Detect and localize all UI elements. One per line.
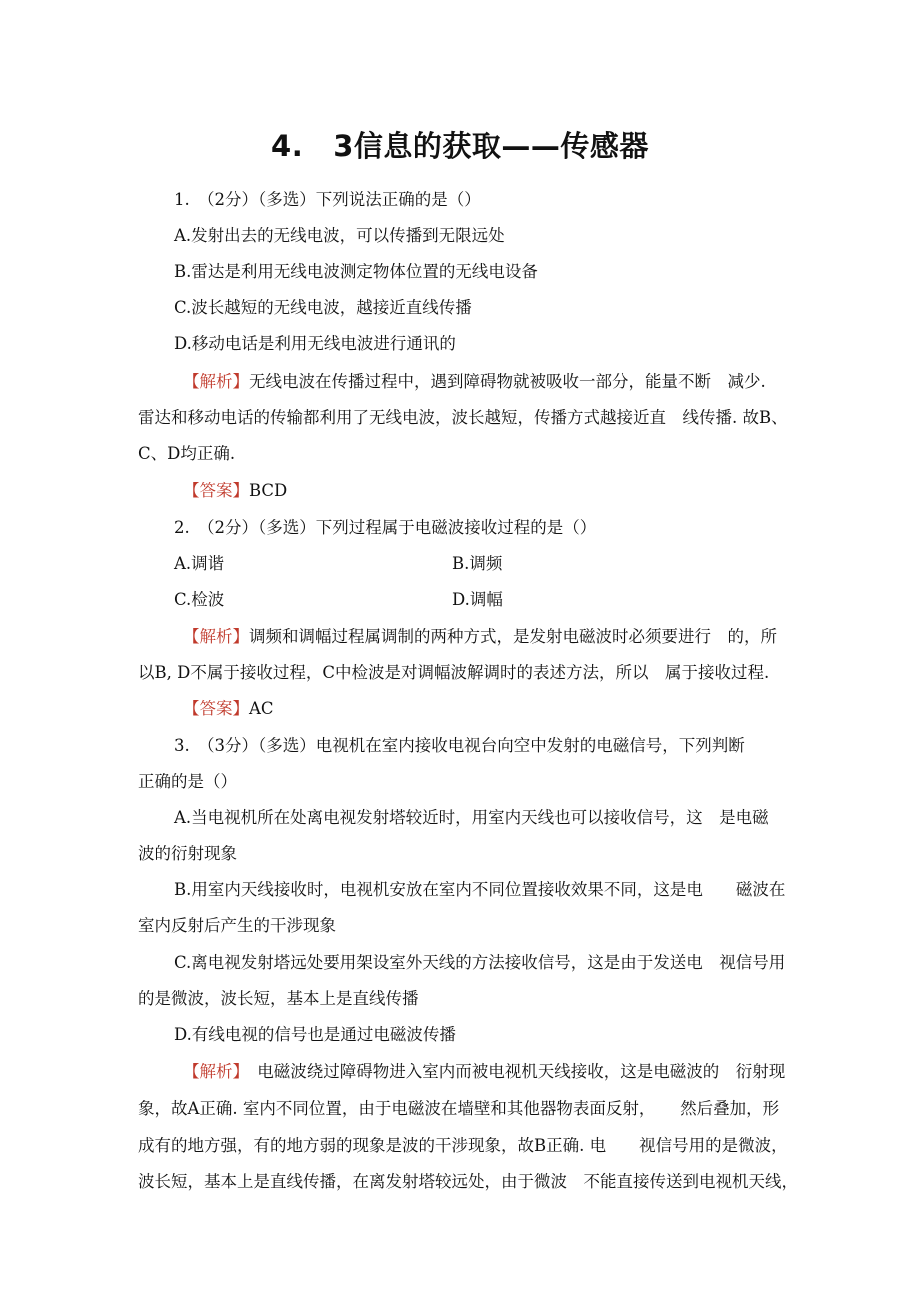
- q1-analysis-line-3: C、D均正确.: [138, 444, 236, 463]
- q3-analysis-line-3: 成有的地方强，有的地方弱的现象是波的干涉现象，故B正确. 电 视信号用的是微波，: [138, 1136, 788, 1155]
- q2-analysis-text-1: 调频和调幅过程属调制的两种方式，是发射电磁波时必须要进行 的，所: [249, 627, 777, 646]
- q2-analysis-line-1: [183, 627, 777, 647]
- q2-option-a: A.调谐: [174, 554, 225, 573]
- q1-analysis-line-2: 雷达和移动电话的传输都利用了无线电波，波长越短，传播方式越接近直 线传播. 故B、: [138, 408, 788, 427]
- q1-answer-value: BCD: [249, 481, 288, 500]
- q2-answer: [183, 699, 274, 719]
- q1-analysis-text-1: 无线电波在传播过程中，遇到障碍物就被吸收一部分，能量不断 减少.: [249, 372, 766, 391]
- q1-answer: [183, 481, 287, 501]
- q1-option-d: D.移动电话是利用无线电波进行通讯的: [174, 334, 456, 353]
- q2-answer-value: AC: [249, 699, 274, 718]
- q3-stem-line-1: 3. （3分）（多选）电视机在室内接收电视台向空中发射的电磁信号，下列判断: [174, 736, 745, 755]
- q2-stem: 2. （2分）（多选）下列过程属于电磁波接收过程的是（）: [174, 518, 597, 537]
- q2-answer-tag: 【答案】: [183, 699, 249, 718]
- q3-analysis-line-2: 象，故A正确. 室内不同位置，由于电磁波在墙壁和其他器物表面反射， 然后叠加，形: [138, 1099, 780, 1118]
- q3-analysis-text-1: 电磁波绕过障碍物进入室内而被电视机天线接收，这是电磁波的 衍射现: [240, 1062, 786, 1081]
- q3-option-d: D.有线电视的信号也是通过电磁波传播: [174, 1025, 456, 1044]
- q1-stem: 1. （2分）（多选）下列说法正确的是（）: [174, 190, 481, 209]
- q3-analysis-line-4: 波长短，基本上是直线传播，在离发射塔较远处，由于微波 不能直接传送到电视机天线，: [138, 1172, 798, 1191]
- title-text: 3信息的获取——传感器: [333, 129, 649, 163]
- q2-analysis-tag: 【解析】: [183, 627, 249, 646]
- q2-option-c: C.检波: [174, 590, 225, 609]
- q3-stem-line-2: 正确的是（）: [138, 772, 237, 791]
- q1-analysis-tag: 【解析】: [183, 372, 249, 391]
- q3-option-a-line-2: 波的衍射现象: [138, 844, 237, 863]
- q3-analysis-tag: 【解析】: [183, 1062, 241, 1081]
- q2-options-row-2: [174, 590, 874, 610]
- q3-option-c-line-1: C.离电视发射塔远处要用架设室外天线的方法接收信号，这是由于发送电 视信号用: [174, 953, 786, 972]
- q3-option-c-line-2: 的是微波，波长短，基本上是直线传播: [138, 989, 419, 1008]
- q1-option-c: C.波长越短的无线电波，越接近直线传播: [174, 298, 472, 317]
- q2-option-b: B.调频: [452, 554, 503, 573]
- q1-option-a: A.发射出去的无线电波，可以传播到无限远处: [174, 226, 505, 245]
- q3-option-a-line-1: A.当电视机所在处离电视发射塔较近时，用室内天线也可以接收信号，这 是电磁: [174, 808, 769, 827]
- q3-option-b-line-2: 室内反射后产生的干涉现象: [138, 916, 336, 935]
- q2-option-d: D.调幅: [452, 590, 503, 609]
- q2-analysis-line-2: 以B, D不属于接收过程，C中检波是对调幅波解调时的表述方法，所以 属于接收过程.: [138, 663, 770, 682]
- q2-options-row-1: [174, 554, 874, 574]
- q1-answer-tag: 【答案】: [183, 481, 249, 500]
- q1-analysis-line-1: [183, 372, 766, 392]
- title-number: 4.: [271, 129, 304, 163]
- q3-analysis-line-1: [183, 1062, 785, 1082]
- q1-option-b: B.雷达是利用无线电波测定物体位置的无线电设备: [174, 262, 538, 281]
- page-title: [0, 124, 920, 165]
- q3-option-b-line-1: B.用室内天线接收时，电视机安放在室内不同位置接收效果不同，这是电 磁波在: [174, 880, 786, 899]
